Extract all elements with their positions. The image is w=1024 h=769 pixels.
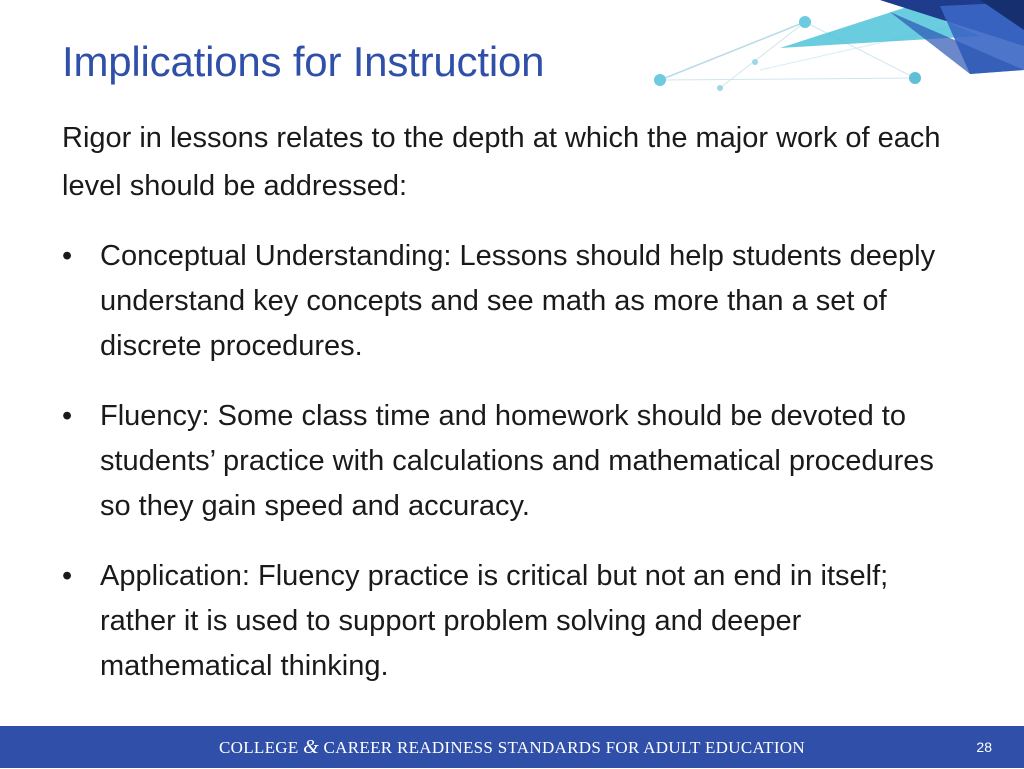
bullet-text: Conceptual Understanding: Lessons should help students deeply understand key concepts and see math as more than a set of discrete procedures. — [100, 240, 936, 362]
bullet-conceptual-understanding — [62, 234, 962, 369]
intro-text: Rigor in lessons relates to the depth at which the major work of each level should be addressed: — [62, 122, 941, 202]
bullet-application — [62, 554, 962, 689]
bullet-list — [62, 234, 962, 714]
bullet-fluency — [62, 394, 962, 529]
footer-ampersand: & — [303, 736, 319, 758]
bullet-marker: • — [62, 560, 73, 592]
footer-text-left: COLLEGE — [219, 738, 299, 757]
bullet-text: Application: Fluency practice is critical but not an end in itself; rather it is used to support problem solving and deeper mathematical thinking. — [100, 560, 889, 682]
page-number: 28 — [976, 739, 992, 755]
footer-title — [0, 726, 1024, 768]
bullet-marker: • — [62, 400, 73, 432]
bullet-marker: • — [62, 240, 73, 272]
footer-text-right: CAREER READINESS STANDARDS FOR ADULT EDUCATION — [323, 738, 805, 757]
slide-title: Implications for Instruction — [62, 38, 545, 85]
network-triangles-icon — [640, 0, 1024, 100]
footer-bar — [0, 726, 1024, 768]
bullet-text: Fluency: Some class time and homework should be devoted to students’ practice with calculations and mathematical procedures so they gain speed and accuracy. — [100, 400, 934, 522]
